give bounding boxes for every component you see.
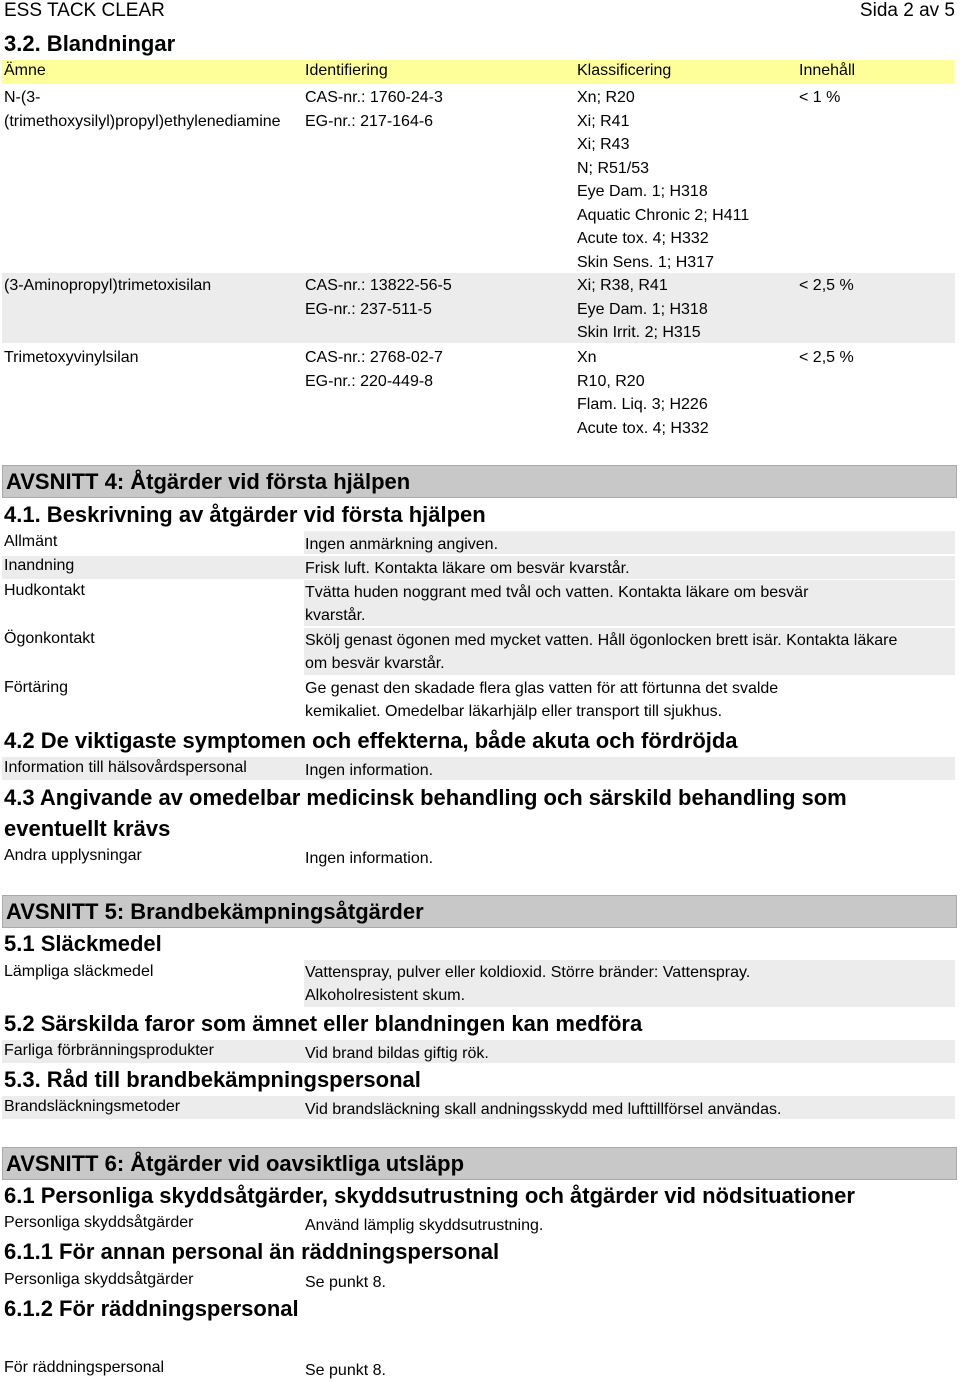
value-firefighting-methods: Vid brandsläckning skall andningsskydd med lufttillförsel användas. — [305, 1101, 782, 1118]
value-emergency-responders: Se punkt 8. — [305, 1362, 386, 1379]
value-personal-protection-2: Se punkt 8. — [305, 1274, 386, 1291]
classification-line: Aquatic Chronic 2; H411 — [577, 206, 750, 224]
section-3-2-heading: 3.2. Blandningar — [4, 31, 176, 56]
eg-number: EG-nr.: 217-164-6 — [305, 112, 434, 130]
section-5-title: AVSNITT 5: Brandbekämpningsåtgärder — [6, 899, 424, 924]
section-4-banner — [2, 465, 957, 498]
identification-cell — [305, 86, 443, 133]
classification-line: Skin Sens. 1; H317 — [577, 253, 714, 271]
value-inhalation: Frisk luft. Kontakta läkare om besvär kvarstår. — [305, 560, 630, 577]
value-general: Ingen anmärkning angiven. — [305, 536, 499, 553]
value-health-info: Ingen information. — [305, 762, 434, 779]
classification-line: Xi; R38, R41 — [577, 277, 668, 294]
column-header-content: Innehåll — [799, 62, 856, 79]
label-personal-protection: Personliga skyddsåtgärder — [4, 1214, 194, 1231]
substance-name-line: Trimetoxyvinylsilan — [4, 349, 139, 366]
subsection-5-3-heading: 5.3. Råd till brandbekämpningspersonal — [4, 1067, 421, 1092]
page-number: Sida 2 av 5 — [859, 0, 955, 21]
subsection-4-1-heading: 4.1. Beskrivning av åtgärder vid första hjälpen — [4, 502, 486, 527]
classification-line: Xn; R20 — [577, 89, 635, 106]
classification-line: Skin Irrit. 2; H315 — [577, 324, 701, 341]
subsection-6-1-1-heading: 6.1.1 För annan personal än räddningspersonal — [4, 1239, 500, 1264]
table-row — [4, 86, 281, 133]
classification-line: Xi; R43 — [577, 136, 630, 153]
subsection-4-3-heading: 4.3 Angivande av omedelbar medicinsk behandling och särskild behandling som — [4, 785, 847, 810]
subsection-5-1-heading: 5.1 Släckmedel — [4, 931, 162, 956]
classification-cell — [577, 346, 709, 440]
cas-number: CAS-nr.: 2768-02-7 — [305, 349, 443, 366]
label-ingestion: Förtäring — [4, 679, 69, 696]
classification-cell — [577, 86, 749, 274]
subsection-4-2-heading: 4.2 De viktigaste symptomen och effekterna, både akuta och fördröjda — [4, 728, 738, 753]
label-emergency-responders: För räddningspersonal — [4, 1359, 165, 1376]
classification-line: Acute tox. 4; H332 — [577, 419, 709, 437]
classification-line: R10, R20 — [577, 372, 645, 390]
eg-number: EG-nr.: 237-511-5 — [305, 300, 432, 318]
classification-line: Acute tox. 4; H332 — [577, 230, 709, 247]
label-extinguishing-media: Lämpliga släckmedel — [4, 963, 154, 980]
content-cell: < 1 % — [799, 89, 841, 106]
column-header-classification: Klassificering — [577, 62, 672, 79]
content-cell: < 2,5 % — [799, 349, 854, 366]
value-personal-protection: Använd lämplig skyddsutrustning. — [305, 1217, 544, 1234]
cas-number: CAS-nr.: 1760-24-3 — [305, 89, 443, 106]
eg-number: EG-nr.: 220-449-8 — [305, 372, 434, 390]
classification-line: Flam. Liq. 3; H226 — [577, 396, 708, 413]
column-header-identification: Identifiering — [305, 62, 388, 79]
section-5-banner — [2, 895, 957, 928]
label-health-info: Information till hälsovårdspersonal — [4, 759, 247, 776]
cas-number: CAS-nr.: 13822-56-5 — [305, 277, 452, 294]
label-firefighting-methods: Brandsläckningsmetoder — [4, 1098, 181, 1115]
content-cell: < 2,5 % — [799, 277, 854, 294]
product-name: ESS TACK CLEAR — [4, 0, 165, 21]
column-header-substance: Ämne — [4, 62, 46, 79]
subsection-6-1-2-heading: 6.1.2 För räddningspersonal — [4, 1296, 299, 1321]
table-row — [4, 346, 139, 370]
label-skin-contact: Hudkontakt — [4, 582, 85, 599]
value-ingestion: Ge genast den skadade flera glas vatten för att förtunna det svalde kemikaliet. Omedelbar läkarhjälp eller transport till sjukhus. — [305, 680, 779, 720]
subsection-5-2-heading: 5.2 Särskilda faror som ämnet eller blandningen kan medföra — [4, 1011, 643, 1036]
value-eye-contact: Skölj genast ögonen med mycket vatten. Håll ögonlocken brett isär. Kontakta läkare om besvär kvarstår. — [305, 632, 898, 672]
value-extinguishing-media: Vattenspray, pulver eller koldioxid. Större bränder: Vattenspray. Alkoholresistent skum. — [305, 964, 751, 1004]
substance-name-line: N-(3- — [4, 89, 41, 106]
table-row — [4, 274, 211, 298]
classification-cell — [577, 274, 708, 345]
subsection-6-1-heading: 6.1 Personliga skyddsåtgärder, skyddsutrustning och åtgärder vid nödsituationer — [4, 1183, 855, 1208]
value-combustion-products: Vid brand bildas giftig rök. — [305, 1045, 489, 1062]
section-4-title: AVSNITT 4: Åtgärder vid första hjälpen — [6, 469, 411, 494]
label-eye-contact: Ögonkontakt — [4, 630, 95, 647]
section-6-banner — [2, 1147, 957, 1180]
value-other-info: Ingen information. — [305, 850, 434, 867]
substance-name-line: (trimethoxysilyl)propyl)ethylenediamine — [4, 112, 281, 130]
substance-name-line: (3-Aminopropyl)trimetoxisilan — [4, 277, 212, 294]
classification-line: N; R51/53 — [577, 159, 650, 177]
label-other-info: Andra upplysningar — [4, 847, 142, 864]
label-general: Allmänt — [4, 533, 58, 550]
classification-line: Xn — [577, 349, 597, 366]
label-inhalation: Inandning — [4, 557, 75, 574]
classification-line: Xi; R41 — [577, 112, 630, 130]
section-6-title: AVSNITT 6: Åtgärder vid oavsiktliga utsläpp — [6, 1151, 465, 1176]
identification-cell — [305, 274, 452, 321]
identification-cell — [305, 346, 443, 393]
classification-line: Eye Dam. 1; H318 — [577, 300, 708, 318]
value-skin-contact: Tvätta huden noggrant med tvål och vatten. Kontakta läkare om besvär kvarstår. — [305, 584, 809, 624]
subsection-4-3-heading-cont: eventuellt krävs — [4, 816, 171, 841]
classification-line: Eye Dam. 1; H318 — [577, 183, 708, 200]
label-combustion-products: Farliga förbränningsprodukter — [4, 1042, 214, 1059]
label-personal-protection-2: Personliga skyddsåtgärder — [4, 1271, 194, 1288]
